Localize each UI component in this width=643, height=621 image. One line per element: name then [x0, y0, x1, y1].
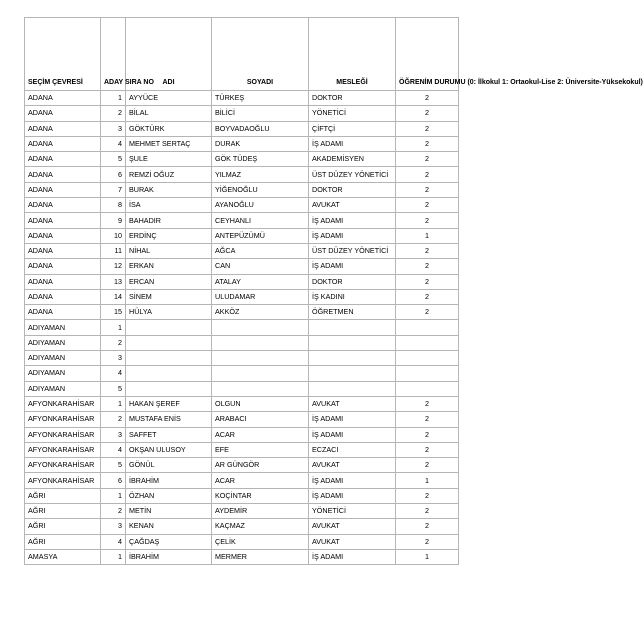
cell-list-no: 1: [101, 320, 126, 335]
candidate-table: [24, 17, 643, 565]
cell-profession: AVUKAT: [309, 458, 396, 473]
cell-profession: İŞ KADINI: [309, 289, 396, 304]
cell-region: AFYONKARAHİSAR: [25, 458, 101, 473]
table-row: [25, 274, 459, 289]
cell-list-no: 13: [101, 274, 126, 289]
table-row: [25, 106, 459, 121]
cell-region: ADANA: [25, 274, 101, 289]
cell-surname: TÜRKEŞ: [212, 91, 309, 106]
cell-list-no: 4: [101, 366, 126, 381]
table-row: [25, 351, 459, 366]
cell-profession: İŞ ADAMI: [309, 549, 396, 564]
cell-surname: CAN: [212, 259, 309, 274]
header-list-no: ADAY SIRA NO: [101, 18, 126, 91]
cell-region: AMASYA: [25, 549, 101, 564]
cell-education: 2: [396, 396, 459, 411]
table-row: [25, 259, 459, 274]
cell-education: 2: [396, 442, 459, 457]
cell-education: [396, 320, 459, 335]
cell-education: 2: [396, 305, 459, 320]
cell-profession: ÇİFTÇİ: [309, 121, 396, 136]
cell-surname: AKKÖZ: [212, 305, 309, 320]
cell-region: ADANA: [25, 136, 101, 151]
cell-region: ADANA: [25, 91, 101, 106]
cell-education: 2: [396, 167, 459, 182]
cell-profession: ECZACI: [309, 442, 396, 457]
cell-profession: ÜST DÜZEY YÖNETİCİ: [309, 167, 396, 182]
cell-name: METİN: [126, 504, 212, 519]
cell-profession: İŞ ADAMI: [309, 473, 396, 488]
cell-list-no: 6: [101, 167, 126, 182]
cell-region: AĞRI: [25, 519, 101, 534]
cell-list-no: 5: [101, 458, 126, 473]
table-row: [25, 213, 459, 228]
cell-list-no: 14: [101, 289, 126, 304]
table-row: [25, 473, 459, 488]
cell-surname: AYDEMİR: [212, 504, 309, 519]
cell-surname: [212, 351, 309, 366]
cell-list-no: 2: [101, 412, 126, 427]
cell-profession: ÖĞRETMEN: [309, 305, 396, 320]
cell-name: MEHMET SERTAÇ: [126, 136, 212, 151]
cell-list-no: 1: [101, 91, 126, 106]
cell-education: 2: [396, 106, 459, 121]
cell-region: ADANA: [25, 182, 101, 197]
cell-region: AĞRI: [25, 504, 101, 519]
cell-list-no: 6: [101, 473, 126, 488]
cell-surname: ANTEPÜZÜMÜ: [212, 228, 309, 243]
cell-list-no: 8: [101, 198, 126, 213]
cell-education: 1: [396, 549, 459, 564]
cell-surname: OLGUN: [212, 396, 309, 411]
cell-region: ADANA: [25, 152, 101, 167]
cell-education: 2: [396, 198, 459, 213]
table-row: [25, 289, 459, 304]
cell-education: 2: [396, 121, 459, 136]
cell-profession: İŞ ADAMI: [309, 427, 396, 442]
cell-surname: KAÇMAZ: [212, 519, 309, 534]
cell-surname: MERMER: [212, 549, 309, 564]
table-row: [25, 167, 459, 182]
cell-list-no: 7: [101, 182, 126, 197]
cell-name: ÖZHAN: [126, 488, 212, 503]
cell-name: REMZİ OĞUZ: [126, 167, 212, 182]
cell-list-no: 2: [101, 335, 126, 350]
cell-region: AFYONKARAHİSAR: [25, 427, 101, 442]
cell-education: 2: [396, 243, 459, 258]
cell-name: NİHAL: [126, 243, 212, 258]
cell-surname: BİLİCİ: [212, 106, 309, 121]
cell-education: 2: [396, 274, 459, 289]
cell-name: SİNEM: [126, 289, 212, 304]
cell-education: 2: [396, 412, 459, 427]
cell-region: AFYONKARAHİSAR: [25, 412, 101, 427]
table-row: [25, 305, 459, 320]
header-surname: SOYADI: [212, 18, 309, 91]
cell-profession: İŞ ADAMI: [309, 228, 396, 243]
cell-surname: ATALAY: [212, 274, 309, 289]
cell-profession: AVUKAT: [309, 519, 396, 534]
cell-name: GÖKTÜRK: [126, 121, 212, 136]
cell-surname: ULUDAMAR: [212, 289, 309, 304]
cell-list-no: 1: [101, 549, 126, 564]
cell-surname: [212, 366, 309, 381]
cell-profession: DOKTOR: [309, 91, 396, 106]
cell-profession: İŞ ADAMI: [309, 136, 396, 151]
table-row: [25, 534, 459, 549]
cell-region: AĞRI: [25, 488, 101, 503]
cell-region: AFYONKARAHİSAR: [25, 442, 101, 457]
cell-region: ADANA: [25, 106, 101, 121]
cell-region: ADANA: [25, 305, 101, 320]
cell-profession: DOKTOR: [309, 274, 396, 289]
table-row: [25, 198, 459, 213]
cell-education: 2: [396, 182, 459, 197]
cell-region: ADANA: [25, 243, 101, 258]
table-row: [25, 243, 459, 258]
table-row: [25, 458, 459, 473]
cell-name: MUSTAFA ENİS: [126, 412, 212, 427]
cell-list-no: 3: [101, 519, 126, 534]
cell-education: [396, 366, 459, 381]
cell-surname: AĞCA: [212, 243, 309, 258]
cell-name: İSA: [126, 198, 212, 213]
cell-surname: [212, 381, 309, 396]
cell-name: AYYÜCE: [126, 91, 212, 106]
cell-surname: ARABACI: [212, 412, 309, 427]
table-row: [25, 121, 459, 136]
cell-region: ADIYAMAN: [25, 366, 101, 381]
header-education: ÖĞRENİM DURUMU (0: İlkokul 1: Ortaokul-Lise 2: Üniversite-Yüksekokul): [396, 18, 459, 91]
cell-education: [396, 351, 459, 366]
cell-surname: CEYHANLI: [212, 213, 309, 228]
cell-name: ERCAN: [126, 274, 212, 289]
cell-list-no: 15: [101, 305, 126, 320]
cell-list-no: 3: [101, 351, 126, 366]
cell-surname: DURAK: [212, 136, 309, 151]
cell-surname: KOÇİNTAR: [212, 488, 309, 503]
cell-name: GÖNÜL: [126, 458, 212, 473]
cell-name: [126, 320, 212, 335]
cell-region: ADANA: [25, 167, 101, 182]
cell-list-no: 4: [101, 136, 126, 151]
cell-region: ADIYAMAN: [25, 351, 101, 366]
cell-name: [126, 366, 212, 381]
table-row: [25, 182, 459, 197]
cell-name: ŞULE: [126, 152, 212, 167]
table-row: [25, 504, 459, 519]
cell-surname: AYANOĞLU: [212, 198, 309, 213]
cell-surname: ACAR: [212, 473, 309, 488]
cell-list-no: 11: [101, 243, 126, 258]
cell-region: AFYONKARAHİSAR: [25, 396, 101, 411]
table-row: [25, 442, 459, 457]
cell-region: ADIYAMAN: [25, 335, 101, 350]
cell-name: [126, 381, 212, 396]
cell-education: 2: [396, 519, 459, 534]
table-row: [25, 136, 459, 151]
cell-list-no: 5: [101, 152, 126, 167]
cell-list-no: 1: [101, 396, 126, 411]
cell-education: 2: [396, 289, 459, 304]
table-row: [25, 335, 459, 350]
header-region: SEÇİM ÇEVRESİ: [25, 18, 101, 91]
cell-education: 1: [396, 473, 459, 488]
cell-surname: YİĞENOĞLU: [212, 182, 309, 197]
cell-profession: AKADEMİSYEN: [309, 152, 396, 167]
header-name: ADI: [126, 18, 212, 91]
cell-surname: ACAR: [212, 427, 309, 442]
cell-surname: EFE: [212, 442, 309, 457]
cell-list-no: 2: [101, 504, 126, 519]
cell-region: AĞRI: [25, 534, 101, 549]
table-row: [25, 366, 459, 381]
cell-list-no: 3: [101, 427, 126, 442]
cell-surname: GÖK TÜDEŞ: [212, 152, 309, 167]
cell-profession: [309, 335, 396, 350]
cell-surname: [212, 335, 309, 350]
cell-list-no: 9: [101, 213, 126, 228]
table-row: [25, 228, 459, 243]
cell-name: [126, 335, 212, 350]
cell-region: ADANA: [25, 213, 101, 228]
cell-profession: İŞ ADAMI: [309, 213, 396, 228]
cell-education: 2: [396, 259, 459, 274]
cell-education: [396, 381, 459, 396]
cell-list-no: 4: [101, 442, 126, 457]
table-row: [25, 91, 459, 106]
cell-profession: [309, 381, 396, 396]
table-row: [25, 519, 459, 534]
cell-profession: YÖNETİCİ: [309, 106, 396, 121]
cell-education: 2: [396, 213, 459, 228]
cell-profession: [309, 320, 396, 335]
cell-education: 1: [396, 228, 459, 243]
cell-profession: AVUKAT: [309, 534, 396, 549]
table-row: [25, 427, 459, 442]
cell-region: AFYONKARAHİSAR: [25, 473, 101, 488]
cell-list-no: 3: [101, 121, 126, 136]
table-row: [25, 488, 459, 503]
cell-region: ADANA: [25, 228, 101, 243]
cell-profession: AVUKAT: [309, 198, 396, 213]
cell-education: 2: [396, 534, 459, 549]
table-row: [25, 549, 459, 564]
cell-list-no: 4: [101, 534, 126, 549]
cell-list-no: 5: [101, 381, 126, 396]
cell-name: ERKAN: [126, 259, 212, 274]
cell-profession: AVUKAT: [309, 396, 396, 411]
cell-surname: ÇELİK: [212, 534, 309, 549]
cell-name: OKŞAN ULUSOY: [126, 442, 212, 457]
cell-list-no: 12: [101, 259, 126, 274]
cell-list-no: 10: [101, 228, 126, 243]
table-row: [25, 396, 459, 411]
cell-region: ADANA: [25, 289, 101, 304]
cell-education: 2: [396, 427, 459, 442]
header-profession: MESLEĞİ: [309, 18, 396, 91]
cell-name: HÜLYA: [126, 305, 212, 320]
cell-name: [126, 351, 212, 366]
cell-profession: YÖNETİCİ: [309, 504, 396, 519]
cell-name: ERDİNÇ: [126, 228, 212, 243]
cell-name: BİLAL: [126, 106, 212, 121]
cell-surname: YILMAZ: [212, 167, 309, 182]
cell-name: HAKAN ŞEREF: [126, 396, 212, 411]
cell-region: ADANA: [25, 198, 101, 213]
cell-education: [396, 335, 459, 350]
cell-name: SAFFET: [126, 427, 212, 442]
header-row: [25, 18, 459, 91]
cell-name: İBRAHİM: [126, 549, 212, 564]
cell-region: ADIYAMAN: [25, 381, 101, 396]
cell-list-no: 1: [101, 488, 126, 503]
cell-profession: İŞ ADAMI: [309, 412, 396, 427]
cell-education: 2: [396, 91, 459, 106]
cell-profession: [309, 351, 396, 366]
cell-education: 2: [396, 488, 459, 503]
table-row: [25, 412, 459, 427]
cell-name: BAHADIR: [126, 213, 212, 228]
cell-region: ADANA: [25, 259, 101, 274]
cell-name: İBRAHİM: [126, 473, 212, 488]
cell-region: ADANA: [25, 121, 101, 136]
cell-name: KENAN: [126, 519, 212, 534]
cell-education: 2: [396, 136, 459, 151]
cell-name: ÇAĞDAŞ: [126, 534, 212, 549]
cell-education: 2: [396, 504, 459, 519]
table-row: [25, 381, 459, 396]
cell-profession: DOKTOR: [309, 182, 396, 197]
cell-profession: İŞ ADAMI: [309, 488, 396, 503]
table-row: [25, 152, 459, 167]
cell-education: 2: [396, 458, 459, 473]
table-row: [25, 320, 459, 335]
cell-profession: ÜST DÜZEY YÖNETİCİ: [309, 243, 396, 258]
cell-profession: [309, 366, 396, 381]
cell-list-no: 2: [101, 106, 126, 121]
cell-surname: BOYVADAOĞLU: [212, 121, 309, 136]
cell-name: BURAK: [126, 182, 212, 197]
cell-education: 2: [396, 152, 459, 167]
cell-region: ADIYAMAN: [25, 320, 101, 335]
cell-profession: İŞ ADAMI: [309, 259, 396, 274]
cell-surname: [212, 320, 309, 335]
cell-surname: AR GÜNGÖR: [212, 458, 309, 473]
